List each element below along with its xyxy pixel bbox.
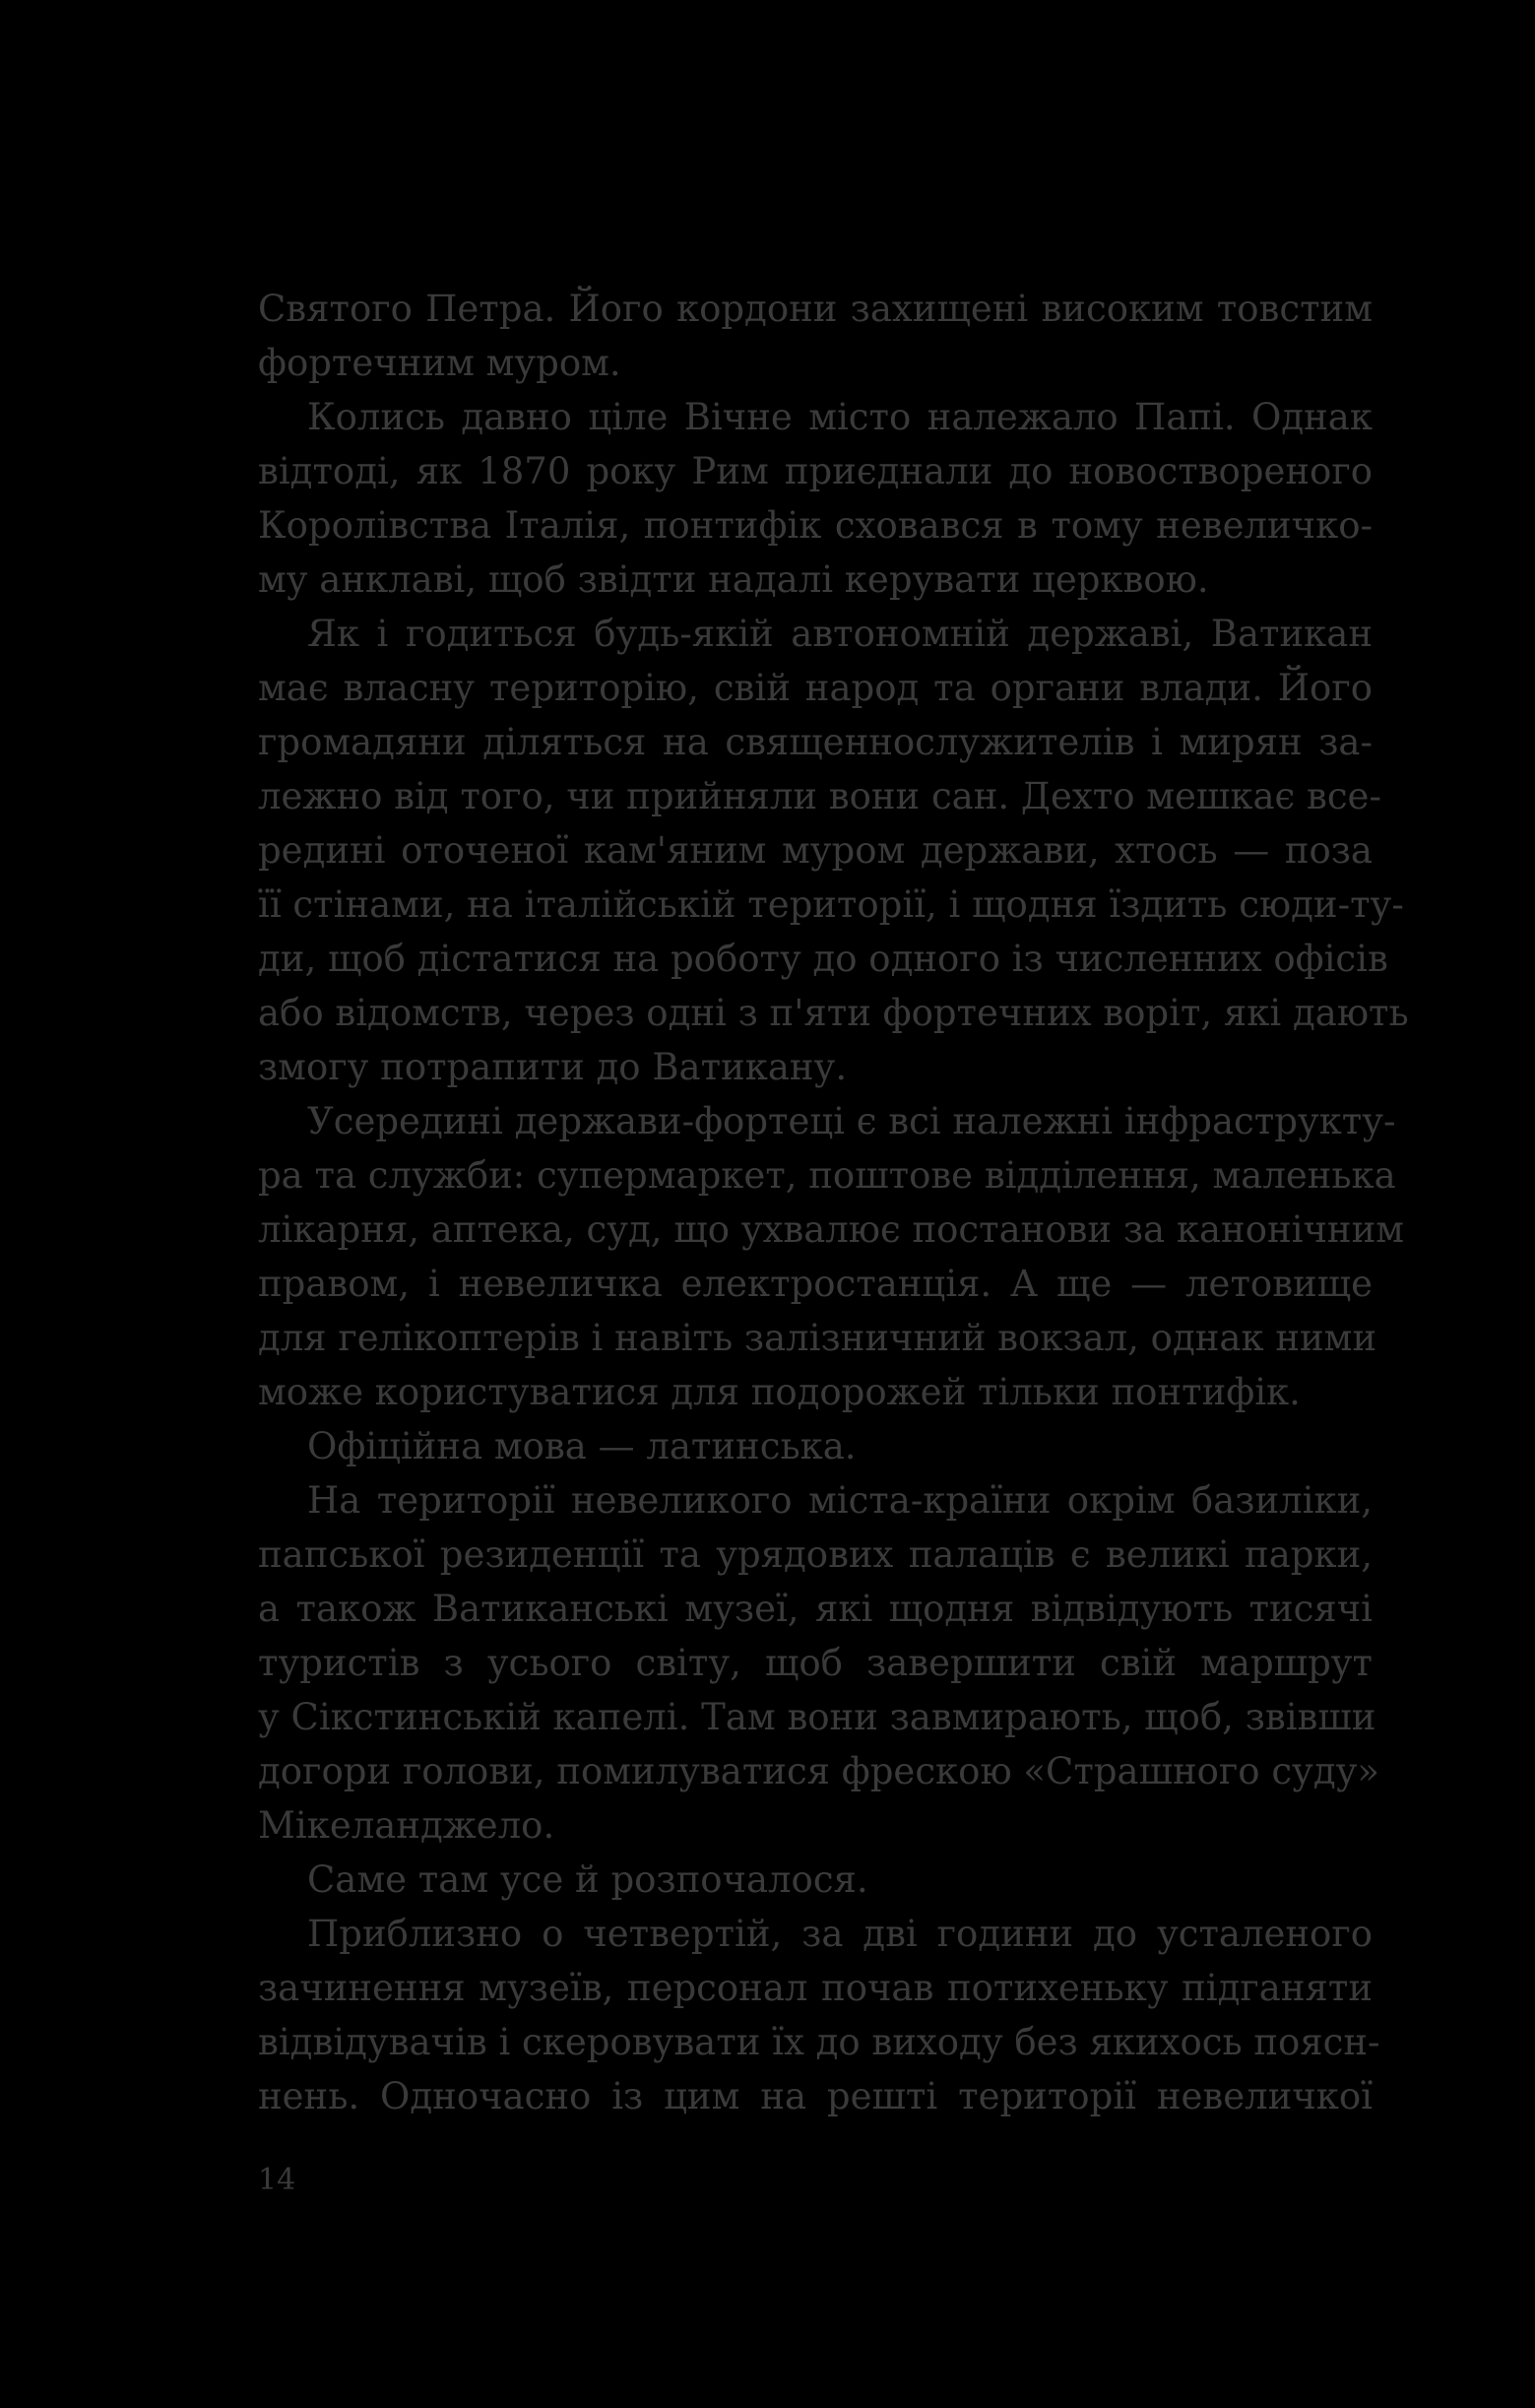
text-line: відтоді, як 1870 року Рим приєднали до новоствореного — [258, 450, 1373, 492]
text-line: догори голови, помилуватися фрескою «Страшного суду» — [258, 1750, 1380, 1792]
text-line: Святого Петра. Його кордони захищені високим товстим — [258, 288, 1373, 330]
text-line: може користуватися для подорожей тільки понтифік. — [258, 1371, 1301, 1413]
text-line: лікарня, аптека, суд, що ухвалює постанови за канонічним — [258, 1208, 1405, 1251]
text-line: або відомств, через одні з п'яти фортечних воріт, які дають — [258, 992, 1409, 1034]
text-line: му анклаві, щоб звідти надалі керувати церквою. — [258, 558, 1209, 601]
text-line: Офіційна мова — латинська. — [307, 1425, 857, 1467]
text-line: Саме там усе й розпочалося. — [307, 1858, 868, 1901]
text-line: має власну територію, свій народ та органи влади. Його — [258, 667, 1373, 709]
text-line: відвідувачів і скеровувати їх до виходу без якихось поясн- — [258, 2021, 1380, 2063]
body-text — [258, 282, 1409, 2123]
text-line: На території невеликого міста-країни окрім базиліки, — [307, 1479, 1373, 1522]
text-line: громадяни діляться на священнослужителів і мирян за- — [258, 721, 1373, 763]
text-line: фортечним муром. — [258, 342, 621, 384]
text-line: зачинення музеїв, персонал почав потихеньку підганяти — [258, 1967, 1373, 2009]
text-line: Приблизно о четвертій, за дві години до усталеного — [307, 1913, 1373, 1955]
text-line: Мікеланджело. — [258, 1804, 555, 1847]
text-line: редині оточеної кам'яним муром держави, хтось — поза — [258, 829, 1373, 872]
text-line: її стінами, на італійській території, і щодня їздить сюди-ту- — [258, 883, 1404, 926]
text-line: у Сікстинській капелі. Там вони завмирають, щоб, звівши — [258, 1696, 1376, 1738]
text-line: Колись давно ціле Вічне місто належало Папі. Однак — [307, 396, 1373, 438]
text-line: для гелікоптерів і навіть залізничний вокзал, однак ними — [258, 1317, 1377, 1359]
text-line: Як і годиться будь-якій автономній державі, Ватикан — [307, 613, 1373, 655]
text-line: Усередині держави-фортеці є всі належні інфраструкту- — [307, 1100, 1396, 1142]
text-line: ра та служби: супермаркет, поштове відділення, маленька — [258, 1154, 1396, 1197]
text-line: змогу потрапити до Ватикану. — [258, 1046, 848, 1088]
text-line: правом, і невеличка електростанція. А ще — летовище — [258, 1263, 1373, 1305]
text-line: нень. Одночасно із цим на решті території невеличкої — [258, 2075, 1373, 2117]
text-line: Королівства Італія, понтифік сховався в тому невеличко- — [258, 504, 1373, 547]
text-line: папської резиденції та урядових палаців є великі парки, — [258, 1533, 1373, 1576]
text-line: а також Ватиканські музеї, які щодня відвідують тисячі — [258, 1588, 1373, 1630]
text-line: лежно від того, чи прийняли вони сан. Дехто мешкає все- — [258, 775, 1381, 817]
text-line: ди, щоб дістатися на роботу до одного із численних офісів — [258, 938, 1388, 980]
page-number: 14 — [258, 2163, 296, 2197]
text-line: туристів з усього світу, щоб завершити свій маршрут — [258, 1642, 1373, 1684]
